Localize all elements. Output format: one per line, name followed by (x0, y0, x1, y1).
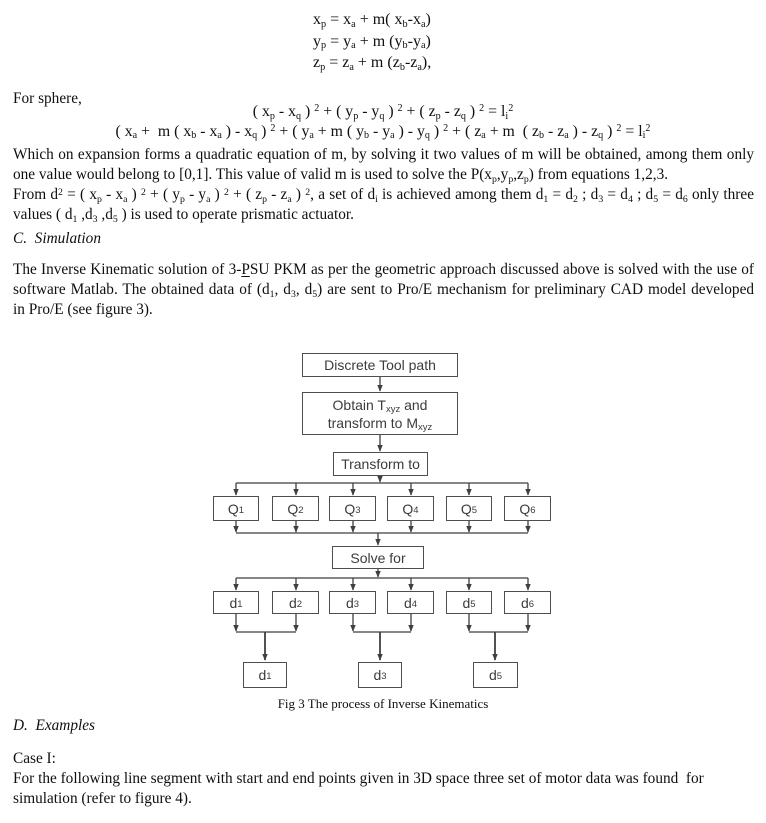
equation-yp: $y_p = y_a + m$ $(y_b-y_a)$ (313, 32, 431, 52)
sphere-equations-block (0, 102, 766, 141)
simulation-paragraph (13, 260, 754, 320)
expansion-line-1: Which on expansion forms a quadratic equation of m, by solving it two values of m will be obtained, among them only (13, 146, 754, 163)
case-1-paragraph (13, 769, 754, 809)
flowchart-box-d2: d $_2$ (272, 591, 319, 614)
flowchart-box-q3: Q $_3$ (329, 496, 376, 521)
flowchart-box-d5: d $_5$ (446, 591, 492, 614)
flowchart-box-q5: Q $_5$ (446, 496, 492, 521)
flowchart-box-q1: Q $_1$ (213, 496, 259, 521)
case-line-2: simulation (refer to figure 4). (13, 790, 192, 807)
flowchart-box-output-d5: d $_5$ (473, 662, 518, 688)
flowchart-box-output-d1: d $_1$ (243, 662, 287, 688)
expansion-line-2: one value would belong to [0,1]. This value of valid m is used to solve the $P(x_p,y_p,z_p)$ from equations 1,2,3. (13, 166, 669, 185)
obtain-box-line-2: transform to $M_{xyz}$ (327, 414, 433, 433)
flowchart-box-discrete-tool-path: Discrete Tool path (302, 353, 458, 377)
section-heading-examples: D. Examples (13, 717, 95, 734)
figure-3-caption: Fig 3 The process of Inverse Kinematics (277, 696, 489, 711)
flowchart-box-q6: Q $_6$ (504, 496, 551, 521)
equation-zp: $z_p = z_a + m$ $(z_b-z_a)$, (313, 54, 432, 73)
flowchart-box-d1: d $_1$ (213, 591, 259, 614)
case-line-1: For the following line segment with start and end points given in 3D space three set of motor data was found for (13, 770, 704, 787)
case-1-label: Case I: (13, 750, 56, 767)
sphere-equation-1: ( $x_p - x_q$ ) $^2$ + ( $y_p - y_q$ ) $^2$ + ( $z_p - z_q$ ) $^2 = l_i^2$ (252, 103, 514, 122)
flowchart-box-output-d3: d $_3$ (358, 662, 402, 688)
flowchart-box-q4: Q $_4$ (387, 496, 434, 521)
flowchart-box-obtain-transform (302, 392, 458, 435)
obtain-box-line-1: Obtain $T_{xyz}$ and (332, 396, 428, 415)
flowchart-box-q2: Q $_2$ (272, 496, 319, 521)
for-sphere-label: For sphere, (13, 90, 82, 107)
simulation-line-1: The Inverse Kinematic solution of 3-PSU PKM as per the geometric approach discussed above is solved with the use of (13, 261, 754, 278)
sphere-equation-2: ( $x_a + m$ ( $x_b - x_a$ ) - $x_q$ ) $^2$ + ( $y_a + m$ ( $y_b - y_a$ ) - $y_q$ ) $^2$ + ( $z_a + m$ ( $z_b - z_a$ ) - $z_q$ ) $^2 = l_i^2$ (115, 122, 651, 142)
flowchart-box-solve-for: Solve for (332, 546, 424, 569)
simulation-line-2: software Matlab. The obtained data of ($d_1$, $d_3$, $d_5$) are sent to Pro/E mechanism for preliminary CAD model developed (13, 281, 755, 300)
simulation-line-3: in Pro/E (see figure 3). (13, 301, 153, 318)
parametric-equations-block (313, 9, 431, 74)
section-heading-simulation: C. Simulation (13, 230, 101, 247)
expansion-paragraph (13, 145, 754, 225)
flowchart-box-d6: d $_6$ (504, 591, 551, 614)
flowchart-box-transform-to: Transform to (333, 452, 428, 476)
flowchart-box-d4: d $_4$ (387, 591, 434, 614)
equation-xp: $x_p = x_a + m$( $x_b-x_a$) (313, 11, 431, 30)
flowchart-box-d3: d $_3$ (329, 591, 376, 614)
expansion-line-4: values ( $d_1$ $,d_3$ $,d_5$ ) is used to operate prismatic actuator. (13, 206, 354, 225)
expansion-line-3: From $d^2$ = ( $x_p - x_a$ ) $^2$ + ( $y_p - y_a$ ) $^2$ + ( $z_p - z_a$ ) $^2$, a set of $d_i$ is achieved among them $d_1 = d_2$ ; $d_3 = d_4$ ; $d_5 = d_6$ only three (13, 186, 754, 205)
